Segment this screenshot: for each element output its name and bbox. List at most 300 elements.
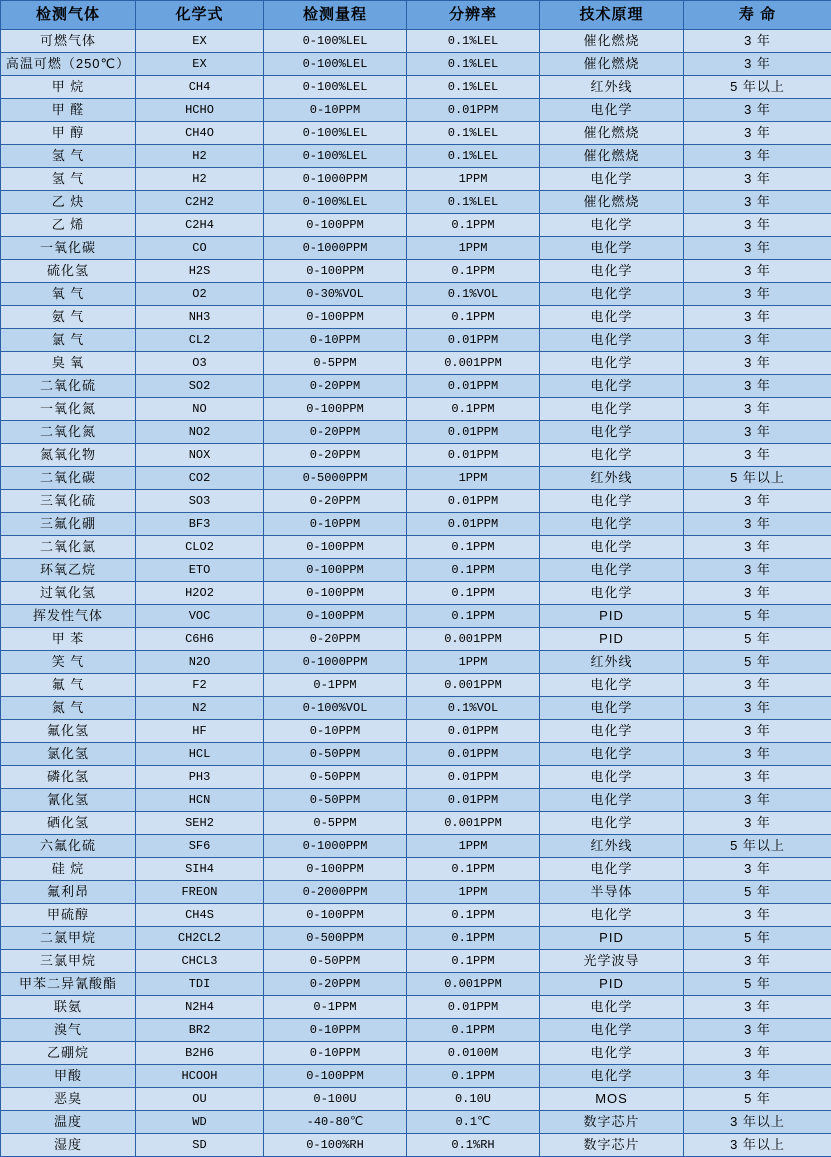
table-row [1, 651, 831, 674]
table-row [1, 76, 831, 99]
table-row [1, 950, 831, 973]
table-cell: 硅 烷 [1, 858, 136, 881]
table-cell: 氢 气 [1, 145, 136, 168]
table-cell: 0-1000PPM [264, 651, 407, 674]
table-cell: 高温可燃（250℃） [1, 53, 136, 76]
table-cell: 3 年 [684, 352, 831, 375]
table-cell: 挥发性气体 [1, 605, 136, 628]
table-cell: 0.1PPM [407, 536, 540, 559]
table-cell: 溴气 [1, 1019, 136, 1042]
table-cell: 3 年 [684, 582, 831, 605]
column-header-life: 寿 命 [684, 1, 831, 30]
column-header-gas: 检测气体 [1, 1, 136, 30]
table-cell: 硒化氢 [1, 812, 136, 835]
table-cell: EX [136, 30, 264, 53]
table-cell: 0.1%LEL [407, 53, 540, 76]
table-cell: 0-5PPM [264, 812, 407, 835]
table-cell: 0.01PPM [407, 720, 540, 743]
table-cell: HCHO [136, 99, 264, 122]
table-cell: 电化学 [540, 766, 684, 789]
table-cell: 电化学 [540, 260, 684, 283]
table-cell: 0-5PPM [264, 352, 407, 375]
table-cell: 3 年 [684, 306, 831, 329]
table-cell: 臭 氧 [1, 352, 136, 375]
table-row [1, 927, 831, 950]
table-cell: 0-100%LEL [264, 30, 407, 53]
table-cell: 红外线 [540, 651, 684, 674]
table-row [1, 421, 831, 444]
table-cell: H2S [136, 260, 264, 283]
table-row [1, 283, 831, 306]
table-cell: 0.1PPM [407, 398, 540, 421]
table-cell: 红外线 [540, 467, 684, 490]
table-cell: 5 年 [684, 628, 831, 651]
table-cell: 电化学 [540, 1042, 684, 1065]
table-cell: 0.001PPM [407, 812, 540, 835]
table-row [1, 1111, 831, 1134]
table-cell: 三氯甲烷 [1, 950, 136, 973]
table-cell: 氰化氢 [1, 789, 136, 812]
table-cell: 0.01PPM [407, 743, 540, 766]
table-cell: 氟化氢 [1, 720, 136, 743]
table-cell: 0-100PPM [264, 858, 407, 881]
table-cell: N2O [136, 651, 264, 674]
column-header-principle: 技术原理 [540, 1, 684, 30]
table-cell: F2 [136, 674, 264, 697]
table-cell: 0-100PPM [264, 536, 407, 559]
table-cell: 数字芯片 [540, 1134, 684, 1157]
table-row [1, 168, 831, 191]
table-cell: 电化学 [540, 283, 684, 306]
table-cell: 甲 烷 [1, 76, 136, 99]
table-cell: 0-100U [264, 1088, 407, 1111]
table-cell: 0.1PPM [407, 950, 540, 973]
table-cell: 0.1PPM [407, 858, 540, 881]
table-cell: 3 年 [684, 697, 831, 720]
table-cell: N2 [136, 697, 264, 720]
table-cell: 0.01PPM [407, 421, 540, 444]
table-cell: 硫化氢 [1, 260, 136, 283]
table-cell: MOS [540, 1088, 684, 1111]
table-cell: 3 年 [684, 283, 831, 306]
table-cell: 0-1000PPM [264, 835, 407, 858]
table-cell: HCN [136, 789, 264, 812]
table-cell: PID [540, 605, 684, 628]
table-cell: 1PPM [407, 168, 540, 191]
table-row [1, 582, 831, 605]
table-cell: 0.1PPM [407, 214, 540, 237]
table-cell: 0.1PPM [407, 1065, 540, 1088]
table-cell: 0-500PPM [264, 927, 407, 950]
table-cell: 3 年 [684, 490, 831, 513]
table-row [1, 1019, 831, 1042]
table-cell: 0.01PPM [407, 996, 540, 1019]
table-cell: 0-20PPM [264, 444, 407, 467]
table-cell: 电化学 [540, 904, 684, 927]
table-cell: 0-10PPM [264, 513, 407, 536]
table-cell: 0.1%RH [407, 1134, 540, 1157]
table-cell: 0-50PPM [264, 766, 407, 789]
table-cell: 二氧化氮 [1, 421, 136, 444]
table-row [1, 973, 831, 996]
table-cell: 0-20PPM [264, 973, 407, 996]
table-row [1, 329, 831, 352]
table-cell: FREON [136, 881, 264, 904]
table-row [1, 513, 831, 536]
table-cell: WD [136, 1111, 264, 1134]
table-cell: SF6 [136, 835, 264, 858]
table-cell: SIH4 [136, 858, 264, 881]
table-cell: 二氧化硫 [1, 375, 136, 398]
table-cell: 电化学 [540, 398, 684, 421]
table-row [1, 789, 831, 812]
table-row [1, 375, 831, 398]
table-cell: 3 年 [684, 720, 831, 743]
table-cell: 0-100%VOL [264, 697, 407, 720]
table-cell: 过氧化氢 [1, 582, 136, 605]
table-cell: 电化学 [540, 421, 684, 444]
table-cell: 5 年以上 [684, 76, 831, 99]
table-cell: PID [540, 927, 684, 950]
table-cell: 0-20PPM [264, 421, 407, 444]
table-cell: 3 年 [684, 950, 831, 973]
table-row [1, 1088, 831, 1111]
table-row [1, 536, 831, 559]
table-cell: 0-100%LEL [264, 145, 407, 168]
table-cell: 三氟化硼 [1, 513, 136, 536]
table-cell: 0-100%LEL [264, 122, 407, 145]
table-cell: 0.1PPM [407, 559, 540, 582]
table-cell: 电化学 [540, 1065, 684, 1088]
table-cell: BF3 [136, 513, 264, 536]
table-cell: 3 年 [684, 260, 831, 283]
table-header-row [1, 1, 831, 30]
table-row [1, 812, 831, 835]
table-cell: BR2 [136, 1019, 264, 1042]
table-cell: 六氟化硫 [1, 835, 136, 858]
table-cell: 电化学 [540, 329, 684, 352]
table-cell: 0.1PPM [407, 306, 540, 329]
table-cell: 3 年以上 [684, 1134, 831, 1157]
table-cell: 0.001PPM [407, 973, 540, 996]
table-cell: 催化燃烧 [540, 122, 684, 145]
table-cell: 红外线 [540, 835, 684, 858]
column-header-range: 检测量程 [264, 1, 407, 30]
table-cell: C2H2 [136, 191, 264, 214]
table-cell: PH3 [136, 766, 264, 789]
table-cell: 0-20PPM [264, 490, 407, 513]
table-cell: 电化学 [540, 996, 684, 1019]
table-row [1, 835, 831, 858]
table-cell: 3 年 [684, 214, 831, 237]
table-cell: 电化学 [540, 812, 684, 835]
table-cell: 甲 醇 [1, 122, 136, 145]
table-cell: 0.1℃ [407, 1111, 540, 1134]
table-row [1, 996, 831, 1019]
table-row [1, 99, 831, 122]
table-cell: 3 年 [684, 99, 831, 122]
table-cell: C6H6 [136, 628, 264, 651]
table-row [1, 881, 831, 904]
table-cell: H2O2 [136, 582, 264, 605]
table-cell: 甲酸 [1, 1065, 136, 1088]
table-cell: CH4S [136, 904, 264, 927]
table-cell: 0.01PPM [407, 375, 540, 398]
table-cell: O3 [136, 352, 264, 375]
table-cell: 电化学 [540, 858, 684, 881]
table-row [1, 605, 831, 628]
table-cell: 3 年 [684, 122, 831, 145]
table-cell: 光学波导 [540, 950, 684, 973]
table-cell: CH2CL2 [136, 927, 264, 950]
table-cell: 甲硫醇 [1, 904, 136, 927]
table-cell: 3 年 [684, 766, 831, 789]
table-cell: 3 年 [684, 789, 831, 812]
table-row [1, 398, 831, 421]
table-cell: 3 年 [684, 1019, 831, 1042]
table-cell: 0.01PPM [407, 444, 540, 467]
table-cell: N2H4 [136, 996, 264, 1019]
table-cell: SO2 [136, 375, 264, 398]
table-cell: 0-10PPM [264, 720, 407, 743]
table-cell: 电化学 [540, 743, 684, 766]
table-cell: 3 年 [684, 1042, 831, 1065]
table-cell: 3 年 [684, 30, 831, 53]
table-cell: 0.1%LEL [407, 122, 540, 145]
table-cell: 0-10PPM [264, 1019, 407, 1042]
table-cell: 5 年以上 [684, 467, 831, 490]
table-cell: 3 年 [684, 191, 831, 214]
table-cell: 0-20PPM [264, 375, 407, 398]
table-cell: 温度 [1, 1111, 136, 1134]
table-cell: 0-1000PPM [264, 237, 407, 260]
table-cell: 3 年 [684, 536, 831, 559]
table-cell: 氢 气 [1, 168, 136, 191]
table-cell: 乙 烯 [1, 214, 136, 237]
table-cell: 一氧化碳 [1, 237, 136, 260]
table-cell: SD [136, 1134, 264, 1157]
table-cell: 0-100PPM [264, 559, 407, 582]
table-cell: 0.1PPM [407, 1019, 540, 1042]
table-cell: 0.01PPM [407, 513, 540, 536]
table-cell: 0-5000PPM [264, 467, 407, 490]
table-cell: 0.1PPM [407, 927, 540, 950]
table-cell: 0-100PPM [264, 306, 407, 329]
table-cell: 氧 气 [1, 283, 136, 306]
table-cell: 可燃气体 [1, 30, 136, 53]
table-cell: OU [136, 1088, 264, 1111]
table-cell: NH3 [136, 306, 264, 329]
table-row [1, 720, 831, 743]
table-row [1, 237, 831, 260]
table-cell: 恶臭 [1, 1088, 136, 1111]
table-cell: 3 年 [684, 812, 831, 835]
table-cell: 0-100PPM [264, 605, 407, 628]
table-cell: 氯 气 [1, 329, 136, 352]
table-cell: 0-100%LEL [264, 53, 407, 76]
table-row [1, 766, 831, 789]
table-cell: 3 年 [684, 375, 831, 398]
table-cell: 二氧化碳 [1, 467, 136, 490]
table-cell: CO2 [136, 467, 264, 490]
table-cell: H2 [136, 168, 264, 191]
table-cell: 0.10U [407, 1088, 540, 1111]
table-cell: 0.01PPM [407, 490, 540, 513]
table-cell: TDI [136, 973, 264, 996]
table-row [1, 1065, 831, 1088]
table-body [1, 30, 831, 1157]
table-cell: 0.1%LEL [407, 30, 540, 53]
table-cell: 电化学 [540, 237, 684, 260]
table-cell: 1PPM [407, 835, 540, 858]
table-cell: -40-80℃ [264, 1111, 407, 1134]
table-cell: 0-100PPM [264, 582, 407, 605]
table-cell: 电化学 [540, 536, 684, 559]
table-cell: 催化燃烧 [540, 145, 684, 168]
table-cell: 3 年 [684, 168, 831, 191]
table-cell: NO [136, 398, 264, 421]
table-cell: 0-1PPM [264, 996, 407, 1019]
table-cell: 0.1%LEL [407, 191, 540, 214]
table-row [1, 306, 831, 329]
table-row [1, 628, 831, 651]
table-cell: 0.01PPM [407, 789, 540, 812]
table-cell: CL2 [136, 329, 264, 352]
table-cell: 5 年 [684, 881, 831, 904]
table-cell: 3 年 [684, 904, 831, 927]
table-cell: 0-100PPM [264, 398, 407, 421]
table-cell: 电化学 [540, 99, 684, 122]
table-cell: 电化学 [540, 513, 684, 536]
column-header-resolution: 分辨率 [407, 1, 540, 30]
table-cell: 氟 气 [1, 674, 136, 697]
table-cell: 0-50PPM [264, 789, 407, 812]
table-cell: 半导体 [540, 881, 684, 904]
table-cell: SO3 [136, 490, 264, 513]
table-cell: 催化燃烧 [540, 30, 684, 53]
table-cell: 氮氧化物 [1, 444, 136, 467]
table-cell: O2 [136, 283, 264, 306]
table-row [1, 145, 831, 168]
table-cell: 3 年 [684, 996, 831, 1019]
table-cell: 电化学 [540, 582, 684, 605]
table-row [1, 858, 831, 881]
table-cell: 0-50PPM [264, 950, 407, 973]
table-cell: 联氨 [1, 996, 136, 1019]
table-cell: 0.1%VOL [407, 283, 540, 306]
table-cell: 电化学 [540, 720, 684, 743]
table-cell: 5 年 [684, 973, 831, 996]
table-cell: 5 年 [684, 651, 831, 674]
table-row [1, 191, 831, 214]
table-cell: 0-100%RH [264, 1134, 407, 1157]
table-cell: 3 年 [684, 421, 831, 444]
table-cell: 0.1PPM [407, 582, 540, 605]
table-cell: 0-10PPM [264, 329, 407, 352]
table-cell: 电化学 [540, 214, 684, 237]
table-cell: 3 年 [684, 674, 831, 697]
table-cell: 1PPM [407, 467, 540, 490]
table-cell: 1PPM [407, 881, 540, 904]
table-cell: 0.01PPM [407, 766, 540, 789]
table-cell: 0.0100M [407, 1042, 540, 1065]
table-cell: B2H6 [136, 1042, 264, 1065]
table-cell: 0-30%VOL [264, 283, 407, 306]
table-cell: 0-100PPM [264, 214, 407, 237]
table-cell: 0.01PPM [407, 329, 540, 352]
table-cell: 电化学 [540, 306, 684, 329]
table-cell: 乙硼烷 [1, 1042, 136, 1065]
table-cell: 1PPM [407, 237, 540, 260]
table-cell: 氮 气 [1, 697, 136, 720]
table-cell: H2 [136, 145, 264, 168]
table-cell: 三氧化硫 [1, 490, 136, 513]
table-cell: 氯化氢 [1, 743, 136, 766]
table-cell: 红外线 [540, 76, 684, 99]
table-cell: CO [136, 237, 264, 260]
table-cell: 0.001PPM [407, 674, 540, 697]
table-cell: 0.001PPM [407, 352, 540, 375]
table-cell: 0.01PPM [407, 99, 540, 122]
table-cell: 3 年 [684, 237, 831, 260]
table-cell: 0-1PPM [264, 674, 407, 697]
table-cell: 0-20PPM [264, 628, 407, 651]
table-cell: 3 年 [684, 398, 831, 421]
table-cell: 0-10PPM [264, 99, 407, 122]
table-cell: NO2 [136, 421, 264, 444]
table-cell: 3 年 [684, 444, 831, 467]
table-row [1, 260, 831, 283]
table-cell: 0.1%LEL [407, 76, 540, 99]
table-row [1, 30, 831, 53]
table-cell: 0-1000PPM [264, 168, 407, 191]
table-cell: 0.1%LEL [407, 145, 540, 168]
table-row [1, 674, 831, 697]
table-cell: 0-100PPM [264, 1065, 407, 1088]
table-cell: 氨 气 [1, 306, 136, 329]
table-row [1, 53, 831, 76]
table-cell: 电化学 [540, 1019, 684, 1042]
table-cell: CLO2 [136, 536, 264, 559]
table-cell: CH4 [136, 76, 264, 99]
table-row [1, 214, 831, 237]
table-cell: 电化学 [540, 697, 684, 720]
table-cell: 3 年 [684, 513, 831, 536]
table-cell: 0-10PPM [264, 1042, 407, 1065]
table-cell: SEH2 [136, 812, 264, 835]
table-cell: CHCL3 [136, 950, 264, 973]
table-cell: 笑 气 [1, 651, 136, 674]
table-header [1, 1, 831, 30]
table-cell: 1PPM [407, 651, 540, 674]
table-cell: 0.1PPM [407, 605, 540, 628]
table-cell: 氟利昂 [1, 881, 136, 904]
table-cell: 数字芯片 [540, 1111, 684, 1134]
table-cell: 电化学 [540, 444, 684, 467]
table-cell: 磷化氢 [1, 766, 136, 789]
table-cell: 3 年 [684, 858, 831, 881]
table-row [1, 490, 831, 513]
table-cell: 电化学 [540, 559, 684, 582]
column-header-formula: 化学式 [136, 1, 264, 30]
table-row [1, 743, 831, 766]
table-row [1, 444, 831, 467]
table-row [1, 1134, 831, 1157]
table-cell: PID [540, 628, 684, 651]
table-cell: 0.1PPM [407, 260, 540, 283]
table-cell: 催化燃烧 [540, 191, 684, 214]
table-cell: 5 年 [684, 605, 831, 628]
